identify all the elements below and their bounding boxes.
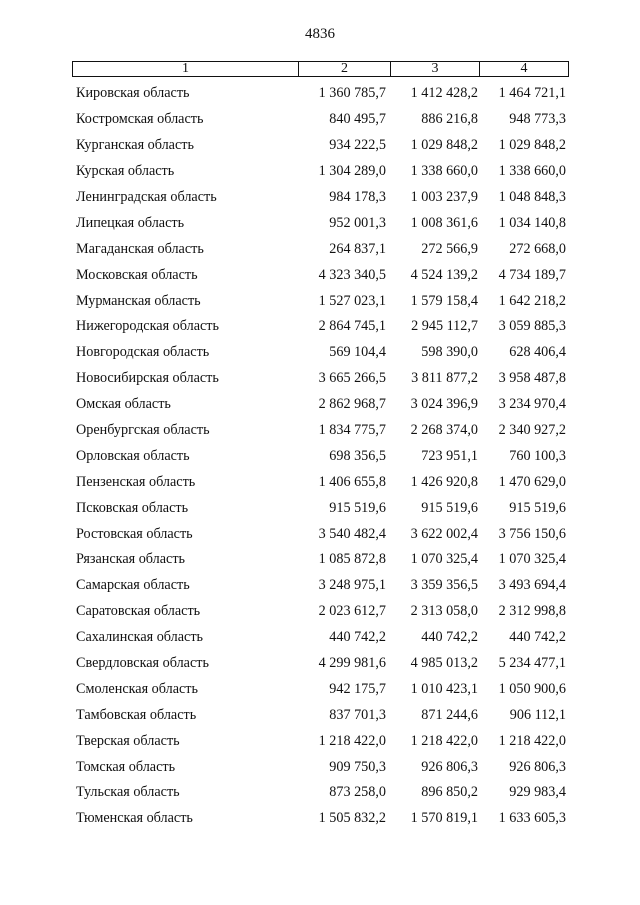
table-row: [76, 210, 571, 236]
value-col-3: 1 003 237,9: [410, 189, 478, 205]
value-col-3: 2 313 058,0: [410, 603, 478, 620]
region-name: Саратовская область: [76, 603, 201, 620]
value-col-2: 837 701,3: [329, 706, 386, 723]
value-col-4: 1 464 721,1: [498, 85, 566, 102]
region-name: Ленинградская область: [76, 189, 217, 205]
value-col-2: 1 406 655,8: [318, 473, 386, 490]
table-row: [76, 651, 571, 677]
value-col-3: 598 390,0: [421, 344, 478, 361]
table-row: [76, 573, 571, 599]
region-name: Курская область: [76, 163, 175, 180]
region-name: Нижегородская область: [76, 318, 219, 335]
value-col-2: 984 178,3: [329, 189, 386, 205]
value-col-4: 1 034 140,8: [498, 214, 566, 231]
value-col-4: 926 806,3: [509, 758, 566, 775]
table-row: [76, 599, 571, 625]
region-name: Орловская область: [76, 447, 190, 464]
column-header-1: 1: [73, 62, 299, 76]
value-col-2: 4 299 981,6: [318, 655, 386, 672]
table-row: [76, 495, 571, 521]
value-col-4: 272 668,0: [509, 240, 566, 257]
value-col-2: 1 304 289,0: [318, 163, 386, 180]
page-number: 4836: [305, 26, 335, 42]
value-col-4: 1 470 629,0: [498, 473, 566, 490]
value-col-2: 698 356,5: [329, 447, 386, 464]
table-row: [76, 806, 571, 832]
value-col-2: 942 175,7: [329, 680, 386, 697]
table-row: [76, 366, 571, 392]
region-name: Рязанская область: [76, 551, 186, 568]
region-name: Оренбургская область: [76, 422, 210, 439]
column-header-2: 2: [299, 62, 391, 76]
value-col-4: 3 059 885,3: [498, 318, 566, 335]
value-col-4: 2 340 927,2: [498, 422, 566, 439]
value-col-3: 1 579 158,4: [410, 292, 478, 309]
table-row: [76, 676, 571, 702]
value-col-4: 906 112,1: [509, 706, 566, 723]
region-name: Самарская область: [76, 577, 190, 594]
region-name: Пензенская область: [76, 473, 196, 490]
table-row: [76, 340, 571, 366]
region-name: Новосибирская область: [76, 370, 219, 387]
value-col-2: 1 505 832,2: [318, 810, 386, 827]
value-col-2: 840 495,7: [329, 111, 386, 128]
value-col-4: 4 734 189,7: [498, 266, 566, 283]
value-col-3: 272 566,9: [421, 240, 478, 257]
region-name: Тюменская область: [76, 810, 193, 827]
table-row: [76, 625, 571, 651]
value-col-3: 3 359 356,5: [410, 577, 478, 594]
value-col-2: 2 864 745,1: [318, 318, 386, 335]
value-col-3: 2 945 112,7: [411, 318, 478, 335]
value-col-2: 1 360 785,7: [318, 85, 386, 102]
region-name: Мурманская область: [76, 292, 201, 309]
region-name: Курганская область: [76, 137, 194, 154]
table-row: [76, 728, 571, 754]
table-row: [76, 81, 571, 107]
value-col-2: 1 834 775,7: [318, 422, 386, 439]
table-row: [76, 754, 571, 780]
table-row: [76, 392, 571, 418]
region-name: Томская область: [76, 758, 176, 775]
column-header-3: 3: [391, 62, 480, 76]
table-row: [76, 521, 571, 547]
table-row: [76, 469, 571, 495]
value-col-4: 5 234 477,1: [498, 655, 566, 672]
value-col-3: 4 524 139,2: [410, 266, 478, 283]
value-col-3: 896 850,2: [421, 784, 478, 801]
region-name: Магаданская область: [76, 240, 204, 257]
table-row: [76, 262, 571, 288]
value-col-3: 1 010 423,1: [410, 680, 478, 697]
value-col-4: 1 070 325,4: [498, 551, 566, 568]
value-col-3: 1 412 428,2: [410, 85, 478, 102]
value-col-3: 1 570 819,1: [410, 810, 478, 827]
value-col-3: 1 218 422,0: [410, 732, 478, 749]
value-col-3: 1 070 325,4: [410, 551, 478, 568]
region-name: Смоленская область: [76, 680, 198, 697]
table-row: [76, 236, 571, 262]
value-col-2: 915 519,6: [329, 499, 386, 516]
region-name: Новгородская область: [76, 344, 210, 361]
table-row: [76, 547, 571, 573]
value-col-2: 2 862 968,7: [318, 396, 386, 413]
value-col-3: 3 622 002,4: [410, 525, 478, 542]
value-col-4: 760 100,3: [509, 447, 566, 464]
value-col-3: 1 008 361,6: [410, 214, 478, 231]
value-col-4: 915 519,6: [509, 499, 566, 516]
value-col-4: 3 234 970,4: [498, 396, 566, 413]
value-col-3: 440 742,2: [421, 629, 478, 646]
value-col-4: 2 312 998,8: [498, 603, 566, 620]
region-name: Кировская область: [76, 85, 190, 102]
value-col-4: 1 218 422,0: [498, 732, 566, 749]
region-name: Омская область: [76, 396, 171, 413]
value-col-4: 1 642 218,2: [498, 292, 566, 309]
value-col-3: 723 951,1: [421, 447, 478, 464]
table-body: [76, 81, 571, 832]
table-row: [76, 780, 571, 806]
value-col-2: 3 665 266,5: [318, 370, 386, 387]
table-row: [76, 107, 571, 133]
value-col-4: 1 338 660,0: [498, 163, 566, 180]
value-col-4: 3 958 487,8: [498, 370, 566, 387]
value-col-4: 628 406,4: [509, 344, 566, 361]
value-col-4: 1 633 605,3: [498, 810, 566, 827]
column-header-4: 4: [520, 61, 528, 76]
value-col-3: 4 985 013,2: [410, 655, 478, 672]
value-col-4: 1 029 848,2: [498, 137, 566, 154]
region-name: Сахалинская область: [76, 629, 204, 646]
value-col-4: 440 742,2: [509, 629, 566, 646]
value-col-3: 3 024 396,9: [410, 396, 478, 413]
value-col-4: 1 048 848,3: [498, 189, 566, 205]
value-col-3: 886 216,8: [421, 111, 478, 128]
region-name: Костромская область: [76, 111, 204, 128]
value-col-2: 264 837,1: [329, 240, 386, 257]
value-col-2: 934 222,5: [329, 137, 386, 154]
value-col-2: 2 023 612,7: [318, 603, 386, 620]
table-row: [76, 159, 571, 185]
value-col-3: 915 519,6: [421, 499, 478, 516]
region-name: Ростовская область: [76, 525, 193, 542]
table-row: [76, 185, 571, 211]
value-col-3: 1 338 660,0: [410, 163, 478, 180]
value-col-4: 3 493 694,4: [498, 577, 566, 594]
value-col-2: 1 218 422,0: [318, 732, 386, 749]
value-col-2: 440 742,2: [329, 629, 386, 646]
region-name: Псковская область: [76, 499, 189, 516]
table-row: [76, 133, 571, 159]
table-header: [72, 61, 569, 77]
region-name: Московская область: [76, 266, 198, 283]
table-row: [76, 288, 571, 314]
value-col-4: 1 050 900,6: [498, 680, 566, 697]
value-col-2: 3 540 482,4: [318, 525, 386, 542]
value-col-2: 3 248 975,1: [318, 577, 386, 594]
table-row: [76, 443, 571, 469]
value-col-2: 909 750,3: [329, 758, 386, 775]
value-col-2: 1 527 023,1: [318, 292, 386, 309]
value-col-4: 948 773,3: [509, 111, 566, 128]
value-col-4: 929 983,4: [509, 784, 566, 801]
table-row: [76, 418, 571, 444]
region-name: Свердловская область: [76, 655, 209, 672]
value-col-3: 926 806,3: [421, 758, 478, 775]
value-col-2: 1 085 872,8: [318, 551, 386, 568]
value-col-2: 952 001,3: [329, 214, 386, 231]
value-col-4: 3 756 150,6: [498, 525, 566, 542]
value-col-3: 3 811 877,2: [411, 370, 478, 387]
region-name: Липецкая область: [76, 214, 185, 231]
value-col-2: 569 104,4: [329, 344, 386, 361]
region-name: Тамбовская область: [76, 706, 197, 723]
value-col-3: 2 268 374,0: [410, 422, 478, 439]
table-row: [76, 314, 571, 340]
value-col-3: 871 244,6: [421, 706, 478, 723]
value-col-3: 1 029 848,2: [410, 137, 478, 154]
value-col-2: 4 323 340,5: [318, 266, 386, 283]
table-row: [76, 702, 571, 728]
value-col-3: 1 426 920,8: [410, 473, 478, 490]
region-name: Тверская область: [76, 732, 180, 749]
value-col-2: 873 258,0: [329, 784, 386, 801]
region-name: Тульская область: [76, 784, 180, 801]
